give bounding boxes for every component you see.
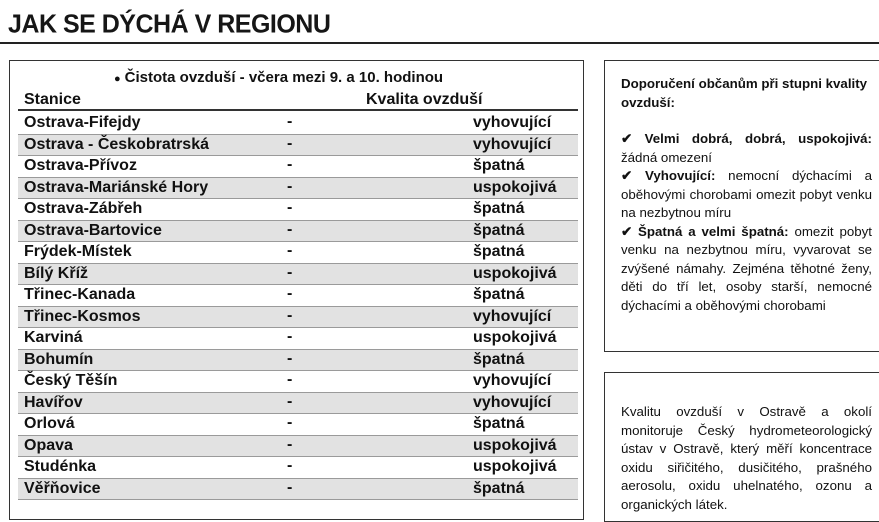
air-quality-table [9, 60, 584, 520]
station-name: Český Těšín [24, 372, 118, 389]
table-row [18, 393, 578, 415]
advice-item-bad [621, 223, 872, 316]
quality-value: vyhovující [473, 307, 552, 325]
quality-value: vyhovující [473, 114, 552, 131]
quality-value: uspokojivá [473, 436, 557, 454]
table-row [18, 178, 578, 200]
advice-item-good [621, 130, 872, 167]
advice-text: žádná omezení [621, 149, 712, 165]
table-row [18, 221, 578, 243]
table-row [18, 135, 578, 157]
table-row [18, 371, 578, 393]
station-name: Opava [24, 436, 73, 454]
station-name: Frýdek-Místek [24, 243, 132, 260]
dash-separator: - [287, 435, 293, 453]
quality-value: špatná [473, 479, 525, 497]
station-name: Ostrava-Zábřeh [24, 200, 143, 217]
quality-value: špatná [473, 200, 525, 217]
checkmark-icon: ✔ [621, 131, 633, 146]
table-row [18, 457, 578, 479]
table-body [18, 113, 578, 500]
advice-lead: Špatná a velmi špatná: [638, 223, 789, 239]
table-row [18, 113, 578, 135]
column-header-quality: Kvalita ovzduší [366, 91, 483, 108]
table-row [18, 264, 578, 286]
dash-separator: - [287, 263, 293, 281]
quality-value: špatná [473, 415, 525, 432]
quality-value: vyhovující [473, 135, 552, 153]
station-name: Věřňovice [24, 479, 101, 497]
dash-separator: - [287, 349, 293, 367]
checkmark-icon: ✔ [621, 223, 633, 239]
station-name: Bohumín [24, 350, 94, 368]
dash-separator: - [287, 199, 293, 216]
station-name: Ostrava-Mariánské Hory [24, 178, 209, 196]
station-name: Ostrava-Fifejdy [24, 114, 141, 131]
column-header-station: Stanice [24, 91, 81, 108]
dash-separator: - [287, 242, 293, 259]
advice-lead: Vyhovující: [644, 168, 716, 183]
advice-item-acceptable [621, 167, 872, 223]
quality-value: špatná [473, 286, 525, 303]
station-name: Ostrava - Českobratrská [24, 135, 209, 153]
table-row [18, 199, 578, 221]
table-row [18, 307, 578, 329]
quality-value: uspokojivá [473, 458, 557, 475]
table-row [18, 414, 578, 436]
table-caption-text: Čistota ovzduší - včera mezi 9. a 10. hodinou [124, 69, 444, 86]
dash-separator: - [287, 220, 293, 238]
header-rule [18, 109, 578, 111]
dash-separator: - [287, 306, 293, 324]
quality-value: špatná [473, 243, 525, 260]
bullet-icon: ● [114, 73, 121, 85]
table-row [18, 242, 578, 264]
advice-text: omezit pobyt venku na nezbytnou míru, vyvarovat se zvýšené námahy. Zejména těhotné ženy, děti do tří let, osoby starší, nemocné dýchacími a oběhovými chorobami [621, 223, 872, 313]
dash-separator: - [287, 414, 293, 431]
table-row [18, 328, 578, 350]
advice-text: nemocní dýchacími a oběhovými chorobami omezit pobyt venku na nezbytnou míru [621, 168, 872, 220]
table-row [18, 156, 578, 178]
headline-rule [0, 42, 879, 44]
quality-value: uspokojivá [473, 264, 557, 282]
dash-separator: - [287, 371, 293, 388]
dash-separator: - [287, 478, 293, 496]
station-name: Orlová [24, 415, 75, 432]
dash-separator: - [287, 392, 293, 410]
quality-value: uspokojivá [473, 178, 557, 196]
advice-title: Doporučení občanům při stupni kvality ovzduší: [621, 76, 868, 110]
quality-value: špatná [473, 350, 525, 368]
table-caption [114, 69, 443, 86]
monitoring-text: Kvalitu ovzduší v Ostravě a okolí monitoruje Český hydrometeorologický ústav v Ostravě, který měří koncentrace oxidu siřičitého, dusičitého, prašného aerosolu, oxidu uhelnatého, ozonu a organických látek. [621, 404, 872, 512]
quality-value: vyhovující [473, 372, 552, 389]
table-row [18, 479, 578, 501]
advice-lead: Velmi dobrá, dobrá, uspokojivá: [644, 131, 872, 146]
quality-value: špatná [473, 221, 525, 239]
dash-separator: - [287, 328, 293, 345]
station-name: Ostrava-Přívoz [24, 157, 137, 174]
dash-separator: - [287, 285, 293, 302]
dash-separator: - [287, 177, 293, 195]
dash-separator: - [287, 113, 293, 130]
dash-separator: - [287, 457, 293, 474]
monitoring-info-box [604, 372, 879, 522]
table-row [18, 350, 578, 372]
advice-box [604, 60, 879, 352]
table-row [18, 285, 578, 307]
station-name: Karviná [24, 329, 83, 346]
quality-value: uspokojivá [473, 329, 557, 346]
station-name: Studénka [24, 458, 97, 475]
station-name: Třinec-Kanada [24, 286, 136, 303]
dash-separator: - [287, 134, 293, 152]
station-name: Havířov [24, 393, 83, 411]
table-row [18, 436, 578, 458]
headline: JAK SE DÝCHÁ V REGIONU [8, 9, 331, 39]
dash-separator: - [287, 156, 293, 173]
quality-value: vyhovující [473, 393, 552, 411]
station-name: Třinec-Kosmos [24, 307, 141, 325]
station-name: Bílý Kříž [24, 264, 89, 282]
station-name: Ostrava-Bartovice [24, 221, 162, 239]
checkmark-icon: ✔ [621, 168, 633, 183]
quality-value: špatná [473, 157, 525, 174]
